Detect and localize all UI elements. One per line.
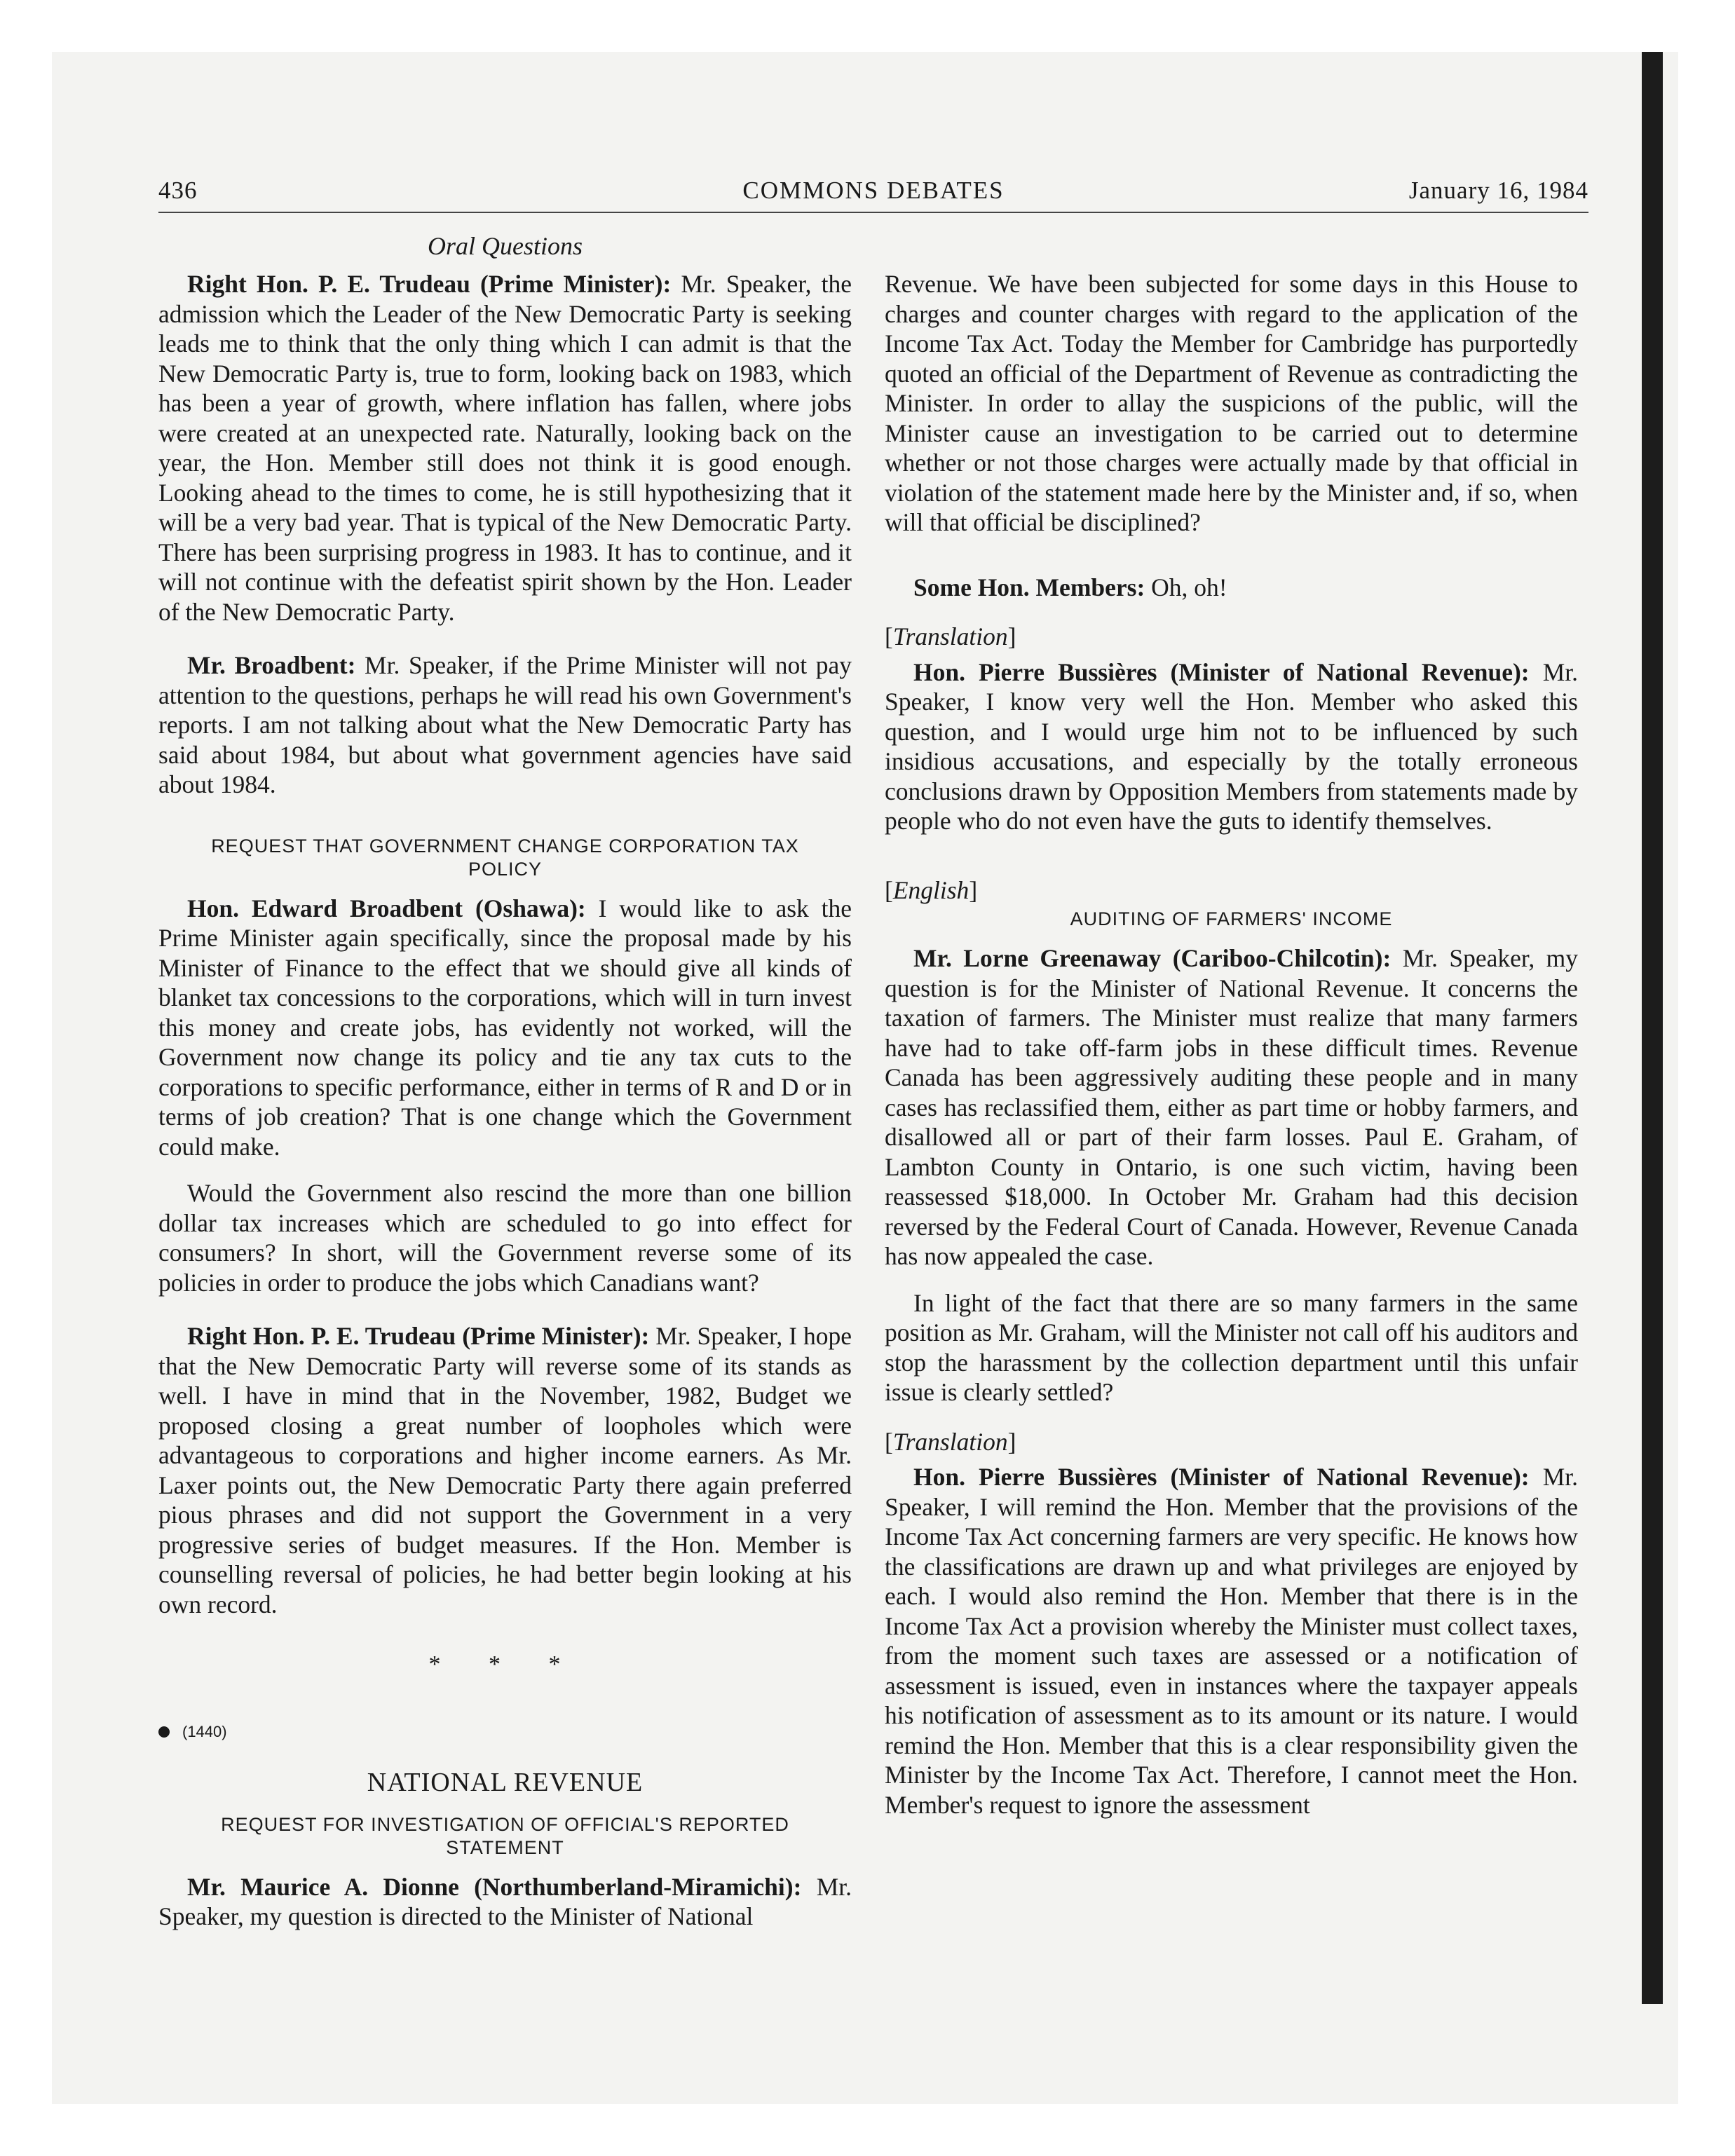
paragraph: Would the Government also rescind the more than one billion dollar tax increases which are scheduled to go into effect for consumers? In short, will the Government reverse some of its policies in order to produce the jobs which Canadians want?	[158, 1179, 852, 1297]
publication-title: COMMONS DEBATES	[742, 177, 1005, 204]
language-marker: [Translation]	[885, 622, 1016, 650]
speech-text: Oh, oh!	[1145, 573, 1227, 601]
time-marker	[158, 1715, 852, 1747]
language-marker-text: Translation	[892, 622, 1008, 650]
page-number: 436	[158, 177, 198, 204]
left-column	[158, 231, 852, 1932]
paragraph	[158, 650, 852, 800]
running-head: Oral Questions	[427, 232, 583, 260]
speech-text: Mr. Speaker, I hope that the New Democratic Party will reverse some of its stands as well. I have in mind that in the November, 1982, Budget we proposed closing a great number of loopholes which were advantageous to corporations and higher income earners. As Mr. Laxer points out, the New Democratic Party there again preferred pious phrases and did not support the Government in a very progressive series of budget measures. If the Hon. Member is counselling reversal of policies, he had better begin looking at his own record.	[158, 1322, 852, 1618]
speaker-name: Some Hon. Members:	[913, 573, 1145, 601]
speaker-name: Mr. Lorne Greenaway (Cariboo-Chilcotin):	[913, 944, 1392, 972]
paragraph	[885, 1462, 1578, 1820]
speech-text: Mr. Speaker, if the Prime Minister will not pay attention to the questions, perhaps he will read his own Government's reports. I am not talking about what the New Democratic Party has said about 1984, but about what government agencies have said about 1984.	[158, 651, 852, 798]
paragraph	[885, 657, 1578, 836]
speaker-name: Mr. Maurice A. Dionne (Northumberland-Miramichi):	[187, 1872, 802, 1901]
paragraph	[885, 573, 1578, 603]
right-column	[885, 269, 1578, 1820]
speech-text: Mr. Speaker, the admission which the Leader of the New Democratic Party is seeking leads me to think that the only thing which I can admit is that the New Democratic Party is, true to form, looking back on 1983, which has been a year of growth, where inflation has fallen, where jobs were created at an unexpected rate. Naturally, looking back on the year, the Hon. Member still does not think it is good enough. Looking ahead to the times to come, he is still hypothesizing that it will be a very bad year. That is typical of the New Democratic Party. There has been surprising progress in 1983. It has to continue, and it will not continue with the defeatist spirit shown by the Hon. Leader of the New Democratic Party.	[158, 270, 852, 626]
speech-text: I would like to ask the Prime Minister again specifically, since the proposal made by his Minister of Finance to the effect that we should give all kinds of blanket tax concessions to the corporations, which will in turn invest this money and create jobs, has evidently not worked, will the Government now change its policy and tie any tax cuts to the corporations to specific performance, either in terms of R and D or in terms of job creation? That is one change which the Government could make.	[158, 894, 852, 1161]
speaker-name: Right Hon. P. E. Trudeau (Prime Minister):	[187, 270, 672, 298]
bullet-dot	[158, 1726, 170, 1738]
speaker-name: Mr. Broadbent:	[187, 651, 356, 679]
speaker-name: Right Hon. P. E. Trudeau (Prime Minister):	[187, 1322, 650, 1350]
paragraph: Revenue. We have been subjected for some days in this House to charges and counter charges with regard to the application of the Income Tax Act. Today the Member for Cambridge has purportedly quoted an official of the Department of Revenue as contradicting the Minister. In order to allay the suspicions of the public, will the Minister cause an investigation to be carried out to determine whether or not those charges were actually made by that official in violation of the statement made here by the Minister and, if so, when will that official be disciplined?	[885, 270, 1578, 536]
language-marker-text: English	[892, 875, 969, 904]
paragraph: In light of the fact that there are so many farmers in the same position as Mr. Graham, will the Minister not call off his auditors and stop the harassment by the collection department until this unfair issue is clearly settled?	[885, 1288, 1578, 1406]
section-separator: * * *	[428, 1651, 582, 1677]
header-rule	[158, 212, 1588, 213]
language-marker: [English]	[885, 875, 978, 904]
speech-text: Mr. Speaker, my question is for the Minister of National Revenue. It concerns the taxation of farmers. The Minister must realize that many farmers have had to take off-farm jobs in these difficult times. Revenue Canada has been aggressively auditing these people and in many cases has reclassified them, either as part time or hobby farmers, and disallowed all or part of their farm losses. Paul E. Graham, of Lambton County in Ontario, is one such victim, having been reassessed $18,000. In October Mr. Graham had this decision reversed by the Federal Court of Canada. However, Revenue Canada has now appealed the case.	[885, 944, 1578, 1270]
language-marker: [Translation]	[885, 1427, 1016, 1456]
speaker-name: Hon. Edward Broadbent (Oshawa):	[187, 894, 586, 922]
page-date: January 16, 1984	[1408, 177, 1588, 204]
speech-text: Mr. Speaker, I know very well the Hon. Member who asked this question, and I would urge him not to be influenced by such insidious accusations, and especially by the totally erroneous conclusions drawn by Opposition Members from statements made by people who do not even have the guts to identify themselves.	[885, 657, 1578, 835]
paragraph	[158, 1321, 852, 1619]
section-subheading: REQUEST THAT GOVERNMENT CHANGE CORPORATION TAX POLICY	[211, 835, 799, 880]
section-heading: NATIONAL REVENUE	[367, 1767, 644, 1797]
page-header	[158, 177, 1588, 213]
speaker-name: Hon. Pierre Bussières (Minister of National Revenue):	[913, 657, 1530, 686]
paragraph	[158, 894, 852, 1162]
speech-text: Mr. Speaker, I will remind the Hon. Member that the provisions of the Income Tax Act concerning farmers are very specific. He knows how the classifications are drawn up and what privileges are enjoyed by each. I would also remind the Hon. Member that there is in the Income Tax Act a provision whereby the Minister must collect taxes, from the moment such taxes are assessed or a notification of assessment is issued, even in instances where the taxpayer appeals his notification of assessment as to its amount or its nature. I would remind the Hon. Member that this is a clear responsibility given the Minister by the Income Tax Act. Therefore, I cannot meet the Hon. Member's request to ignore the assessment	[885, 1463, 1578, 1819]
speaker-name: Hon. Pierre Bussières (Minister of National Revenue):	[913, 1463, 1530, 1491]
paragraph	[885, 943, 1578, 1271]
scan-edge-bar	[1642, 52, 1663, 2004]
time-marker-text: (1440)	[182, 1722, 227, 1740]
paragraph	[158, 1872, 852, 1932]
section-subheading: REQUEST FOR INVESTIGATION OF OFFICIAL'S REPORTED STATEMENT	[221, 1813, 789, 1858]
section-subheading: AUDITING OF FARMERS' INCOME	[1070, 908, 1393, 929]
speech-text: Mr. Speaker, my question is directed to the Minister of National	[158, 1872, 852, 1931]
language-marker-text: Translation	[892, 1427, 1008, 1456]
paragraph	[158, 269, 852, 627]
